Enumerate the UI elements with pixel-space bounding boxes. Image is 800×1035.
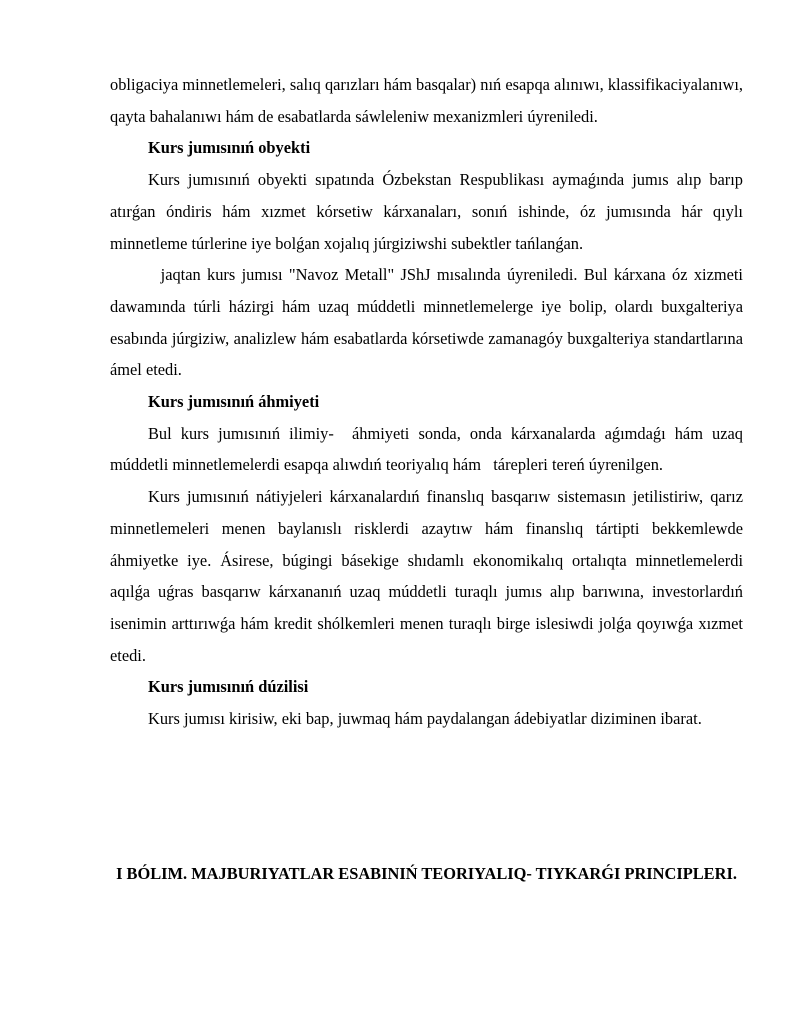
paragraph-intro-continuation: obligaciya minnetlemeleri, salıq qarızları hám basqalar) nıń esapqa alınıwı, klassifikaciyalanıwı, qayta bahalanıwı hám de esabatlarda sáwleleniw mexanizmleri úyreniledi. (110, 75, 743, 126)
paragraph-structure: Kurs jumısı kirisiw, eki bap, juwmaq hám paydalangan ádebiyatlar diziminen ibarat. (148, 709, 702, 729)
paragraph-object: Kurs jumısınıń obyekti sıpatında Ózbekstan Respublikası aymaǵında jumıs alıp barıp atırǵan óndiris hám xızmet kórsetiw kárxanaları, sonıń ishinde, óz jumısında hár qıylı minnetleme túrlerine iye bolǵan xojalıq júrgiziwshi subektler tańlanǵan. (110, 170, 743, 253)
section-heading-structure: Kurs jumısınıń dúzilisi (148, 677, 309, 697)
paragraph-significance: Bul kurs jumısınıń ilimiy- áhmiyeti sonda, onda kárxanalarda aǵımdaǵı hám uzaq múddetli minnetlemelerdi esapqa alıwdıń teoriyalıq hám tárepleri tereń úyrenilgen. (110, 423, 748, 475)
section-heading-significance: Kurs jumısınıń áhmiyeti (148, 392, 320, 412)
document-body (110, 69, 756, 735)
chapter-title: I BÓLIM. MAJBURIYATLAR ESABINIŃ TEORIYALIQ- TIYKARǴI PRINCIPLERI. (116, 864, 737, 883)
paragraph-case-study: jaqtan kurs jumısı "Navoz Metall" JShJ mısalında úyreniledi. Bul kárxana óz xizmeti dawamında túrli házirgi hám uzaq múddetli minnetlemelerge iye bolip, olardı buxgalteriya esabında júrgiziw, analizlew hám esabatlarda kórsetiwde zamanagóy buxgalteriya standartlarına ámel etedi. (110, 265, 748, 380)
section-heading-object: Kurs jumısınıń obyekti (148, 138, 311, 158)
paragraph-results: Kurs jumısınıń nátiyjeleri kárxanalardıń finanslıq basqarıw sistemasın jetilistiriw, qarız minnetlemeleri menen baylanıslı risklerdi azaytıw hám finanslıq tártipti bekkemlewde áhmiyetke iye. Ásirese, búgingi básekige shıdamlı ekonomikalıq ortalıqta minnetlemelerdi aqılǵa uǵras basqarıw kárxananıń uzaq múddetli turaqlı jumıs alıp barıwına, investorlardıń isenimin arttırıwǵa hám kredit shólkemleri menen turaqlı birge islesiwdi jolǵa qoyıwǵa xızmet etedi. (110, 487, 756, 665)
